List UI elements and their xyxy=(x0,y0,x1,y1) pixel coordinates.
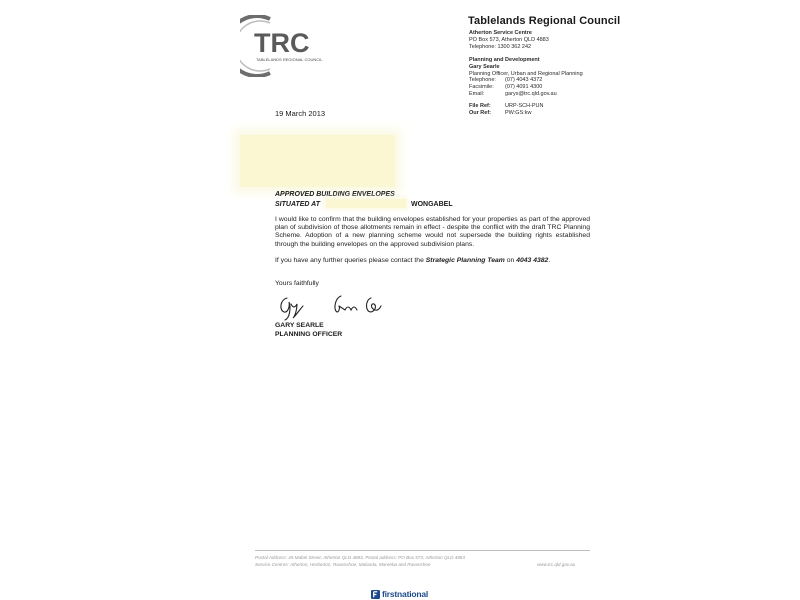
centre-address: PO Box 573, Atherton QLD 4883 xyxy=(469,36,549,43)
footer-address: Postal Address: 45 Mabel Street, Atherton QLD 4883, Postal address: PO Box 573, Atherton QLD 4883 xyxy=(255,555,465,560)
strategic-planning-team: Strategic Planning Team xyxy=(425,257,505,264)
officer-name: Gary Searle xyxy=(469,63,500,70)
p2-after: . xyxy=(548,257,551,264)
brand-name: firstnational xyxy=(382,589,429,599)
council-name: Tablelands Regional Council xyxy=(468,15,621,27)
signatory-title: PLANNING OFFICER xyxy=(275,331,343,338)
logo-ring-text: TABLELANDS REGIONAL COUNCIL xyxy=(256,57,323,62)
fax-label: Facsimile: xyxy=(469,84,494,91)
phone-value: (07) 4043 4372 xyxy=(505,77,543,84)
signature-scribble xyxy=(275,290,385,322)
trc-logo xyxy=(240,15,330,77)
service-centre-block xyxy=(469,30,549,50)
email-value: garys@trc.qld.gov.au xyxy=(505,90,557,97)
closing-phrase: Yours faithfully xyxy=(275,280,319,287)
firstnational-brand xyxy=(371,588,428,600)
department-block xyxy=(469,57,583,98)
body-paragraph-1: I would like to confirm that the building envelopes established for your properties as part of the approved plan of subdivision of those allotments remain in effect - despite the conflict with the draft TRC Planning Scheme. Adoption of a new planning scheme would not supersede the building rights established through the building envelopes on the approved subdivision plans. xyxy=(275,216,590,248)
reference-block xyxy=(469,103,544,117)
centre-title: Atherton Service Centre xyxy=(469,30,532,36)
file-ref-label: File Ref: xyxy=(469,103,491,109)
redacted-location xyxy=(326,199,406,208)
trc-logo-graphic xyxy=(240,15,330,77)
our-ref-label: Our Ref: xyxy=(469,109,491,116)
our-ref-value: PW:GS:kw xyxy=(505,109,532,116)
signatory-name: GARY SEARLE xyxy=(275,322,324,329)
p2-mid: on xyxy=(504,257,517,264)
fax-value: (07) 4091 4300 xyxy=(505,84,543,91)
file-ref-value: URP-SCH-PUN xyxy=(505,103,544,109)
subject-place: WONGABEL xyxy=(411,200,453,208)
footer-service-centres: Service Centres: Atherton, Herberton, Ravenshoe, Malanda, Mareeba and Ravenshoe xyxy=(255,562,431,567)
phone-label: Telephone: xyxy=(469,77,496,84)
firstnational-logo-icon xyxy=(371,590,380,599)
email-label: Email: xyxy=(469,90,485,97)
contact-phone: 4043 4382 xyxy=(516,257,549,264)
signatory-block xyxy=(275,321,342,339)
subject-line-1: APPROVED BUILDING ENVELOPES xyxy=(275,191,395,198)
subject-line-2: SITUATED AT xyxy=(275,200,320,208)
footer-website: www.trc.qld.gov.au xyxy=(537,562,576,567)
logo-letters: TRC xyxy=(254,28,310,58)
redacted-address xyxy=(240,135,395,187)
body-paragraph-2 xyxy=(275,257,590,265)
footer-divider xyxy=(255,550,590,551)
officer-role: Planning Officer, Urban and Regional Planning xyxy=(469,70,583,77)
p2-before: If you have any further queries please contact the xyxy=(275,257,426,264)
letter-date: 19 March 2013 xyxy=(275,109,326,118)
centre-phone: Telephone: 1300 362 242 xyxy=(469,43,532,50)
handwritten-signature xyxy=(275,290,385,322)
dept-title: Planning and Development xyxy=(469,57,540,63)
